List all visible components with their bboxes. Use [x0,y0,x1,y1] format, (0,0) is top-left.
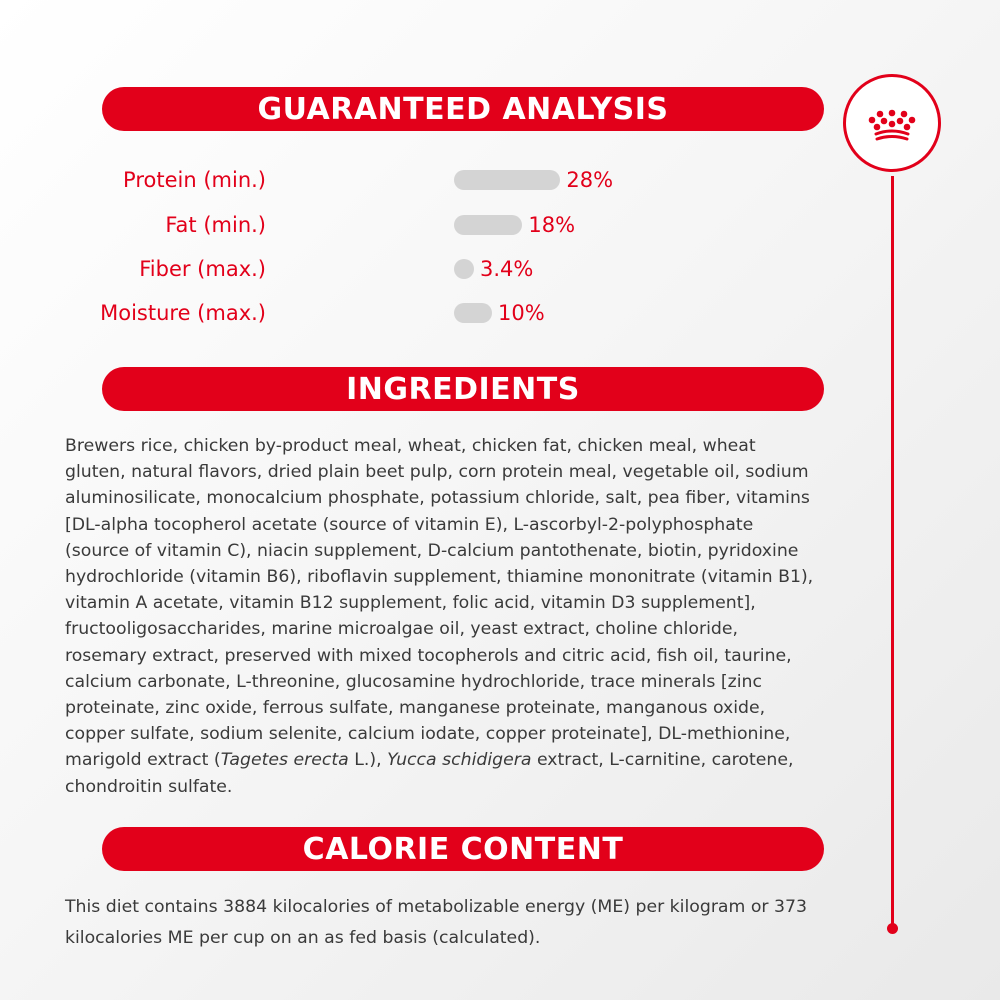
ingredients-italic-species: Yucca schidigera [387,750,532,771]
ingredients-line: calcium carbonate, L-threonine, glucosamine hydrochloride, trace minerals [zinc [65,671,762,692]
guaranteed-analysis-banner [102,87,824,131]
ingredients-title: INGREDIENTS [346,371,580,407]
ingredients-text-segment: marigold extract ( [65,750,221,771]
analysis-bar [454,259,474,279]
analysis-value: 10% [498,301,545,325]
ingredients-line: proteinate, zinc oxide, ferrous sulfate, manganese proteinate, manganous oxide, [65,698,766,719]
calorie-content-text [65,892,807,954]
analysis-bar [454,303,492,323]
calorie-line: kilocalories ME per cup on an as fed basis (calculated). [65,928,541,948]
ingredients-italic-species: Tagetes erecta [220,750,349,771]
analysis-label: Fiber (max.) [139,257,266,281]
ingredients-line: [DL-alpha tocopherol acetate (source of vitamin E), L-ascorbyl-2-polyphosphate [65,514,754,535]
ingredients-line: Brewers rice, chicken by-product meal, wheat, chicken fat, chicken meal, wheat [65,436,756,456]
analysis-row [0,165,820,195]
ingredients-line: copper sulfate, sodium selenite, calcium iodate, copper proteinate], DL-methionine, [65,724,791,745]
analysis-row [0,254,820,284]
analysis-label: Fat (min.) [165,213,266,237]
calorie-line: This diet contains 3884 kilocalories of metabolizable energy (ME) per kilogram or 373 [65,897,808,917]
crown-icon [846,77,938,169]
ingredients-line: fructooligosaccharides, marine microalgae oil, yeast extract, choline chloride, [65,619,738,640]
ingredients-text-segment: extract, L-carnitine, carotene, [531,750,794,771]
analysis-bar [454,170,560,190]
analysis-label: Moisture (max.) [100,301,266,325]
ingredients-line: gluten, natural flavors, dried plain beet pulp, corn protein meal, vegetable oil, sodium [65,462,809,483]
ingredients-line: (source of vitamin C), niacin supplement, D-calcium pantothenate, biotin, pyridoxine [65,540,799,561]
brand-logo-badge [843,74,941,172]
analysis-label: Protein (min.) [123,168,266,192]
analysis-row [0,298,820,328]
calorie-content-banner [102,827,824,871]
ingredients-line: vitamin A acetate, vitamin B12 supplement, folic acid, vitamin D3 supplement], [65,593,756,614]
ingredients-line: chondroitin sulfate. [65,776,233,797]
analysis-value: 18% [528,213,576,237]
ingredients-text [65,433,813,800]
ingredients-line: aluminosilicate, monocalcium phosphate, potassium chloride, salt, pea fiber, vitamins [65,488,810,509]
ingredients-banner [102,367,824,411]
ingredients-line [65,747,813,773]
analysis-value: 3.4% [480,257,534,281]
ingredients-line: hydrochloride (vitamin B6), riboflavin supplement, thiamine mononitrate (vitamin B1), [65,567,814,588]
brand-line-end-dot [887,923,898,934]
ingredients-line: rosemary extract, preserved with mixed tocopherols and citric acid, fish oil, taurine, [65,645,792,666]
guaranteed-analysis-title: GUARANTEED ANALYSIS [257,91,669,127]
analysis-bar [454,215,522,235]
brand-vertical-line [891,176,894,928]
calorie-content-title: CALORIE CONTENT [302,831,624,867]
ingredients-text-segment: L.), [348,750,388,771]
analysis-row [0,210,820,240]
analysis-value: 28% [566,168,614,192]
